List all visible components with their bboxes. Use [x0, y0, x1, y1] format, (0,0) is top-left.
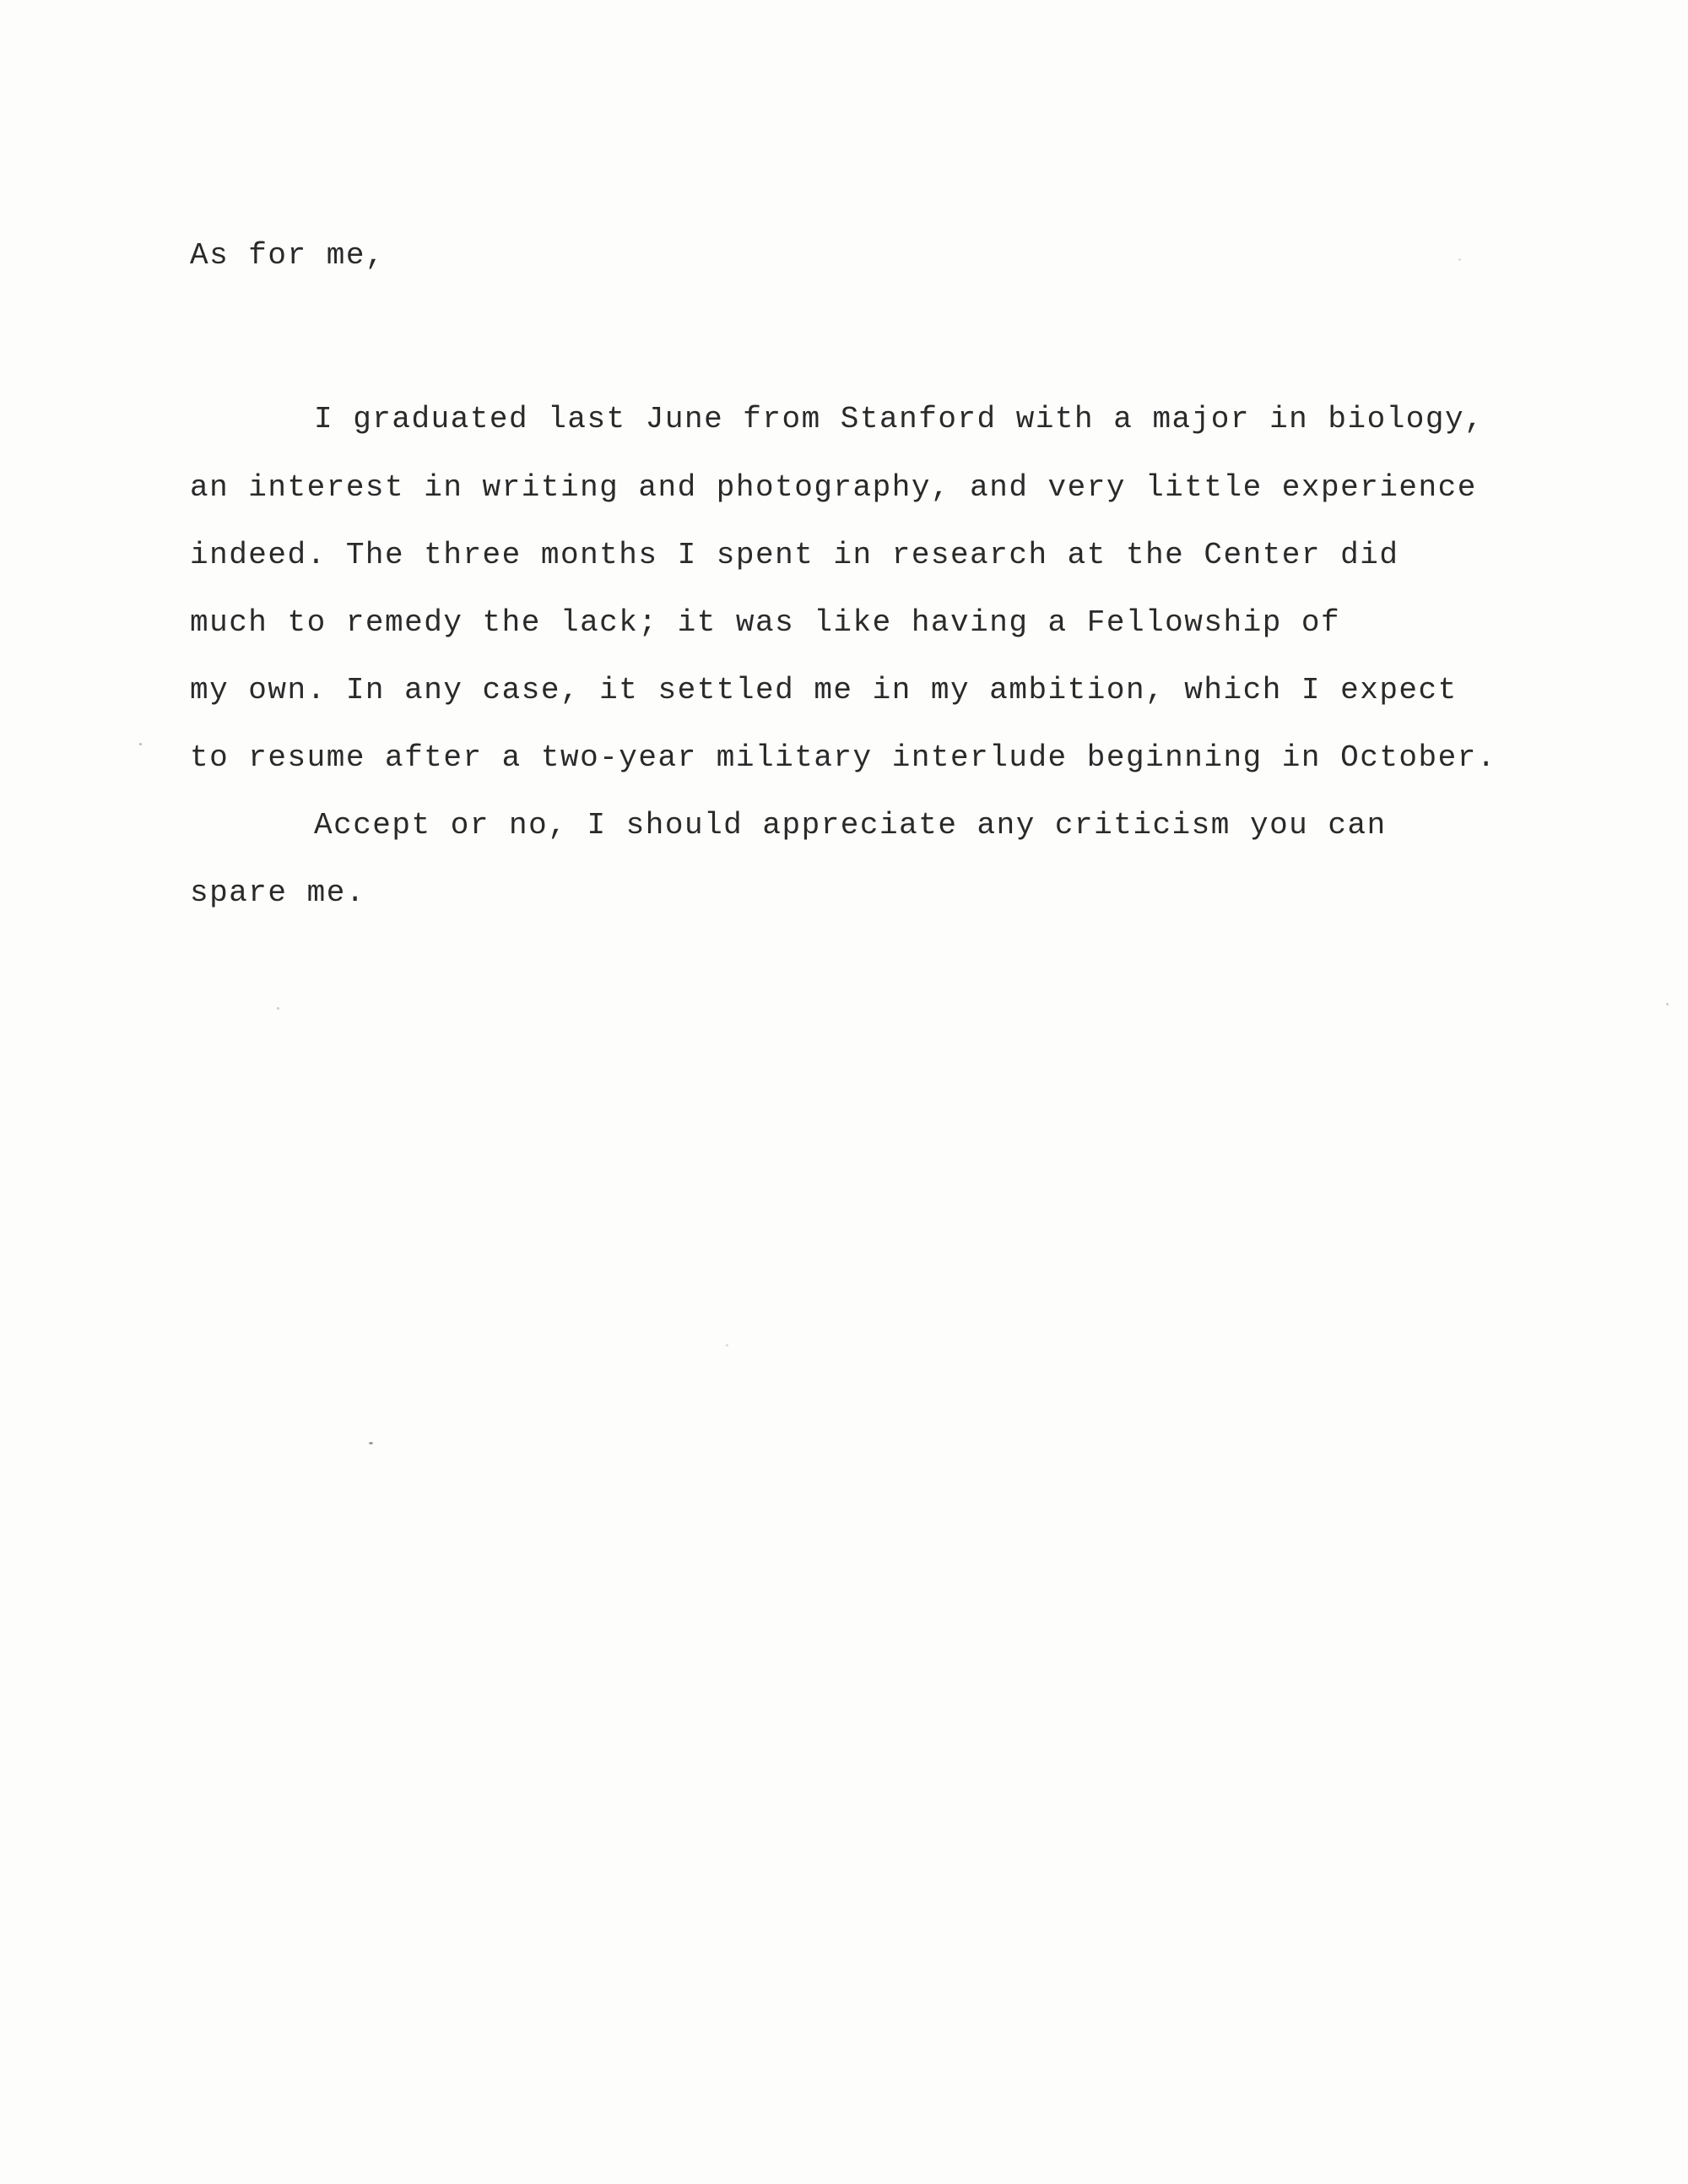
paragraph1-line-3: indeed. The three months I spent in research at the Center did — [190, 538, 1399, 572]
paper-speck — [1458, 258, 1461, 261]
paragraph2-line-1: Accept or no, I should appreciate any criticism you can — [314, 808, 1387, 843]
paragraph1-line-5: my own. In any case, it settled me in my ambition, which I expect — [190, 673, 1458, 707]
paragraph1-line-4: much to remedy the lack; it was like having a Fellowship of — [190, 605, 1341, 640]
paper-speck — [139, 743, 142, 745]
salutation: As for me, — [190, 238, 386, 273]
paragraph2-line-2: spare me. — [190, 875, 365, 910]
paper-speck — [1666, 1003, 1669, 1005]
paragraph1-line-1: I graduated last June from Stanford with a major in biology, — [314, 402, 1485, 436]
paper-speck — [369, 1442, 373, 1444]
paper-speck — [277, 1007, 279, 1010]
paper-speck — [726, 1344, 728, 1347]
paragraph1-line-2: an interest in writing and photography, and very little experience — [190, 470, 1477, 505]
paragraph1-line-6: to resume after a two-year military interlude beginning in October. — [190, 740, 1496, 775]
